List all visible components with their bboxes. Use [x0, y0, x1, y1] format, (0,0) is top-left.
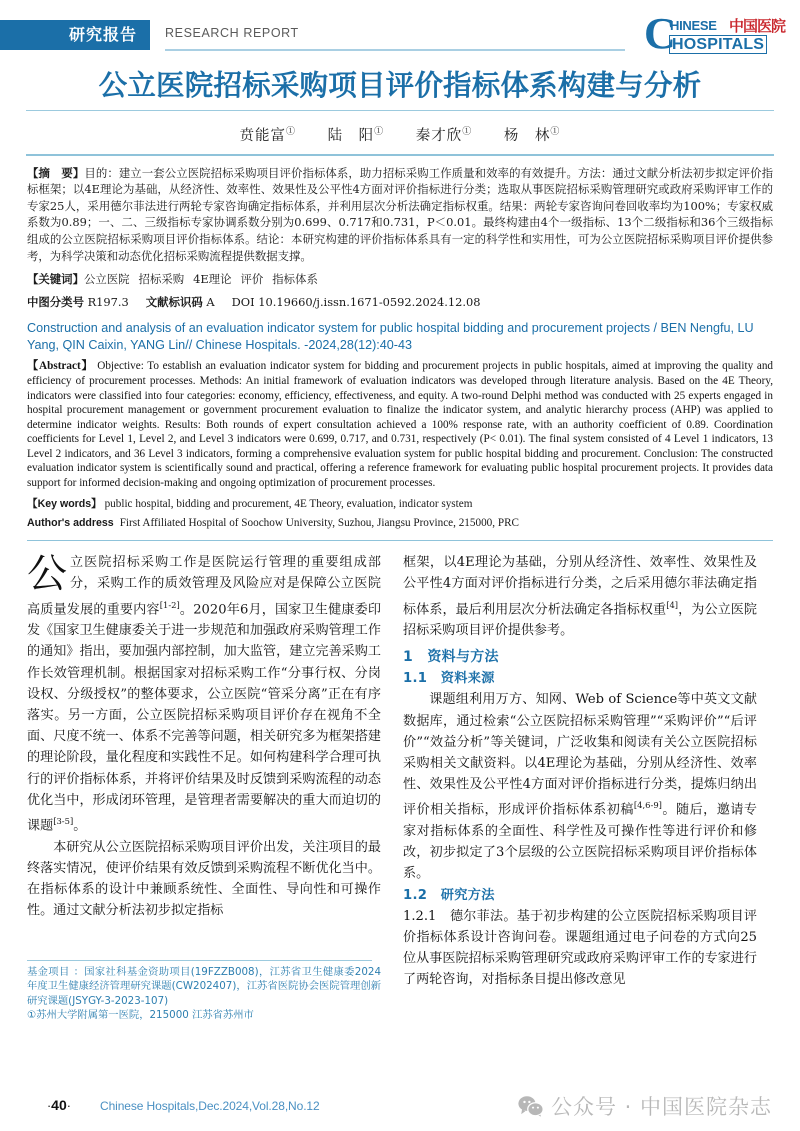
author-affiliation-mark: ①	[462, 127, 473, 138]
classification-line	[27, 294, 773, 311]
masthead	[0, 0, 800, 62]
logo-cn-characters: 中国医院	[729, 17, 786, 35]
author-address-label: Author's address	[27, 517, 114, 530]
abstract-cn-paragraph	[27, 165, 773, 265]
reference-marker: [1-2]	[159, 599, 180, 610]
body-text-segment: 。随后，邀请专家对指标体系的全面性、科学性及可操作性等进行评价和修改，初步拟定了3个层级的公立医院招标采购项目评价指标体系。	[403, 802, 758, 882]
keyword-cn-item: 公立医院	[83, 272, 130, 287]
logo-hospitals-text: HOSPITALS	[669, 35, 767, 54]
journal-logo	[644, 9, 792, 58]
body-paragraph-intro	[27, 552, 381, 836]
page-number: 40	[51, 1097, 67, 1113]
body-paragraph-delphi: 1.2.1 德尔菲法。基于初步构建的公立医院招标采购项目评价指标体系设计咨询问卷。课题组通过电子问卷的方式向25位从事医院招标采购管理研究或政府采购评审工作的专家进行了两轮咨询，对指标条目提出修改意见	[403, 908, 757, 988]
funding-footnote-block	[27, 955, 381, 1022]
body-paragraph-2: 本研究从公立医院招标采购项目评价出发，关注项目的最终落实情况，使评价结果有效反馈到采购流程不断优化当中。在指标体系的设计中兼顾系统性、全面性、导向性和可操作性。通过文献分析法初步拟定指标	[27, 839, 381, 919]
author-entry	[504, 128, 561, 144]
reference-marker: [4,6-9]	[633, 800, 662, 811]
keyword-cn-item: 指标体系	[272, 272, 318, 287]
footnote-divider	[27, 960, 372, 961]
article-title-en: Construction and analysis of an evaluation indicator system for public hospital bidding and procurement projects / BEN Nengfu, LU Yang, QIN Caixin, YANG Lin// Chinese Hospitals. -2024,28(12):40-43	[27, 321, 754, 352]
author-affiliation-mark: ①	[374, 127, 385, 138]
drop-cap: 公	[27, 551, 67, 598]
body-text-segment: ，为公立医院招标采购项目评价提供参考。	[403, 602, 758, 639]
body-text-segment: 课题组利用万方、知网、Web of Science等中英文文献数据库，通过检索“公立医院招标采购管理”“采购评价”“后评价”“效益分析”等关键词，广泛收集和阅读有关公立医院招标采购相关文献资料。以4E理论为基础，分别从经济性、效率性、效果性及公平性4方面对评价指标进行分类，提炼归纳出评价相关指标，形成评价指标体系初稿	[403, 692, 757, 818]
masthead-divider	[165, 49, 625, 51]
abstract-en-paragraph	[27, 359, 773, 490]
page-number-block	[47, 1097, 71, 1113]
section-heading-1-1: 1.1 资料来源	[403, 671, 495, 687]
section-heading-1-2: 1.2 研究方法	[403, 887, 495, 903]
title-divider	[26, 110, 774, 111]
page-number-prefix: ·	[47, 1099, 52, 1113]
logo-chinese-text: HINESE	[670, 18, 717, 33]
keyword-cn-item: 4E理论	[193, 272, 232, 287]
doi-label: DOI	[231, 294, 255, 309]
keyword-cn-item: 招标采购	[138, 272, 185, 287]
section-label-en: RESEARCH REPORT	[165, 26, 299, 40]
wechat-icon	[518, 1094, 544, 1118]
reference-marker: [4]	[666, 599, 679, 610]
keywords-en-text: public hospital, bidding and procurement, 4E Theory, evaluation, indicator system	[104, 497, 473, 510]
page-footer	[0, 1071, 800, 1131]
body-columns	[0, 552, 800, 1022]
reference-marker: [3-5]	[53, 816, 74, 827]
author-affiliation-mark: ①	[286, 127, 297, 138]
author-address-text: First Affiliated Hospital of Soochow University, Suzhou, Jiangsu Province, 215000, PRC	[119, 517, 520, 530]
abstract-cn-label: 【摘 要】	[27, 165, 85, 180]
author-name: 陆 阳	[327, 128, 375, 145]
document-code-value: A	[206, 294, 215, 309]
author-name: 秦才欣	[415, 128, 463, 145]
abstract-section-en	[0, 310, 800, 531]
author-entry	[416, 128, 473, 144]
keywords-en-label: 【Key words】	[27, 497, 102, 510]
logo-letter-c: C	[644, 9, 676, 58]
clc-value: R197.3	[87, 294, 129, 309]
section-label-cn: 研究报告	[68, 25, 137, 44]
funding-label: 基金项目	[27, 966, 70, 979]
english-block-divider	[27, 540, 773, 541]
keywords-cn-line	[27, 271, 773, 288]
body-text-segment: 。2020年6月，国家卫生健康委印发《国家卫生健康委关于进一步规范和加强政府采购管理工作的通知》指出，要加强内部控制，加大监管，建立完善采购工作长效管理机制。根据国家对招标采购工作“分事行权、分岗设权、分级授权”的整体要求，公立医院“管采分离”正在有序落实。另一方面，公立医院招标采购项目评价存在视角不全面、尺度不统一、体系不完善等问题，相关研究多为框架搭建的理论阶段，量化程度和实践性不足。如何构建科学合理可执行的评价指标体系，并将评价结果及时反馈到采购流程的动态优化当中，形成闭环管理，是管理者需要解决的重大而迫切的课题	[27, 602, 382, 834]
body-text-segment: 框架，以4E理论为基础，分别从经济性、效率性、效果性及公平性4方面对评价指标进行分类，之后采用德尔菲法确定指标体系，最后利用层次分析法确定各指标权重	[403, 555, 757, 618]
keywords-cn-label: 【关键词】	[27, 272, 84, 287]
clc-label: 中图分类号	[27, 294, 84, 309]
abstract-cn-text: 目的：建立一套公立医院招标采购项目评价指标体系，助力招标采购工作质量和效率的有效提升。方法：通过文献分析法初步拟定评价指标框架；以4E理论为基础，从经济性、效率性、效果性及公平性4方面对评价指标进行分类；选取从事医院招标采购管理研究或政府采购评审工作的专家25人，采用德尔菲法进行两轮专家咨询确定指标体系，并利用层次分析法确定指标权重。结果：两轮专家咨询问卷回收率均为100%；专家权威系数为0.89；一、二、三级指标专家协调系数分别为0.699、0.717和0.731，P＜0.01。最终构建由4个一级指标、13个二级指标和36个三级指标组成的公立医院招标采购项目评价指标体系。结论：本研究构建的评价指标体系具有一定的科学性和实用性，可为公立医院招标采购项目评价提供参考，为科学决策和动态优化招标采购流程提供数据支撑。	[27, 165, 773, 263]
author-name: 杨 林	[503, 128, 551, 145]
body-paragraph-continued	[403, 552, 757, 641]
affiliation-note: ①苏州大学附属第一医院，215000 江苏省苏州市	[27, 1008, 254, 1021]
keywords-en-line	[27, 497, 773, 512]
author-affiliation-mark: ①	[550, 127, 561, 138]
section-heading-1: 1 资料与方法	[403, 649, 499, 666]
keyword-cn-item: 评价	[240, 272, 264, 287]
wechat-watermark	[518, 1091, 772, 1121]
watermark-text: 公众号 · 中国医院杂志	[550, 1095, 772, 1119]
author-name: 贲能富	[239, 128, 287, 145]
journal-citation-line: Chinese Hospitals,Dec.2024,Vol.28,No.12	[100, 1099, 320, 1113]
article-title-cn: 公立医院招标采购项目评价指标体系构建与分析	[98, 69, 702, 102]
body-paragraph-data-source	[403, 689, 757, 884]
abstract-en-label: 【Abstract】	[27, 360, 94, 373]
body-column-left	[27, 552, 381, 1022]
body-text-segment: 。	[73, 818, 87, 834]
body-text-segment: 立医院招标采购工作是医院运行管理的重要组成部分，采购工作的质效管理及风险应对是保障公立医院高质量发展的重要内容	[27, 555, 381, 618]
author-entry	[328, 128, 385, 144]
author-list	[0, 124, 800, 145]
author-entry	[240, 128, 297, 144]
abstract-section-cn	[0, 156, 800, 311]
doi-value: 10.19660/j.issn.1671-0592.2024.12.08	[258, 294, 481, 309]
abstract-en-text: Objective: To establish an evaluation indicator system for bidding and procurement projects in public hospitals, aimed at improving the quality and efficiency of procurement processes. Methods: An initial framework of evaluation indicators was developed through literature analysis. Based on the 4E Theory, indicators were classified into four categories: economy, efficiency, effectiveness, and equity. A two-round Delphi method was conducted with 25 experts engaged in hospital procurement management or government procurement evaluation to finalize the indicator system, and analytic hierarchy process (AHP) was applied to determine indicator weights. Results: Both rounds of expert consultation achieved a 100% response rate, with an authority coefficient of 0.89. Coordination coefficients for Level 1, Level 2, and Level 3 indicators were 0.699, 0.717, and 0.731, respectively (P< 0.01). The final system consisted of 4 Level 1 indicators, 13 Level 2 indicators, and 36 Level 3 indicators, forming a comprehensive evaluation system for public hospital bidding and procurement. Conclusion: The constructed evaluation indicator system is scientifically sound and practical, offering a reference framework for evaluating public hospital procurement projects. It provides data support for informed decision-making and ongoing optimization of procurement processes.	[27, 360, 774, 490]
funding-text: 国家社科基金资助项目(19FZZB008)，江苏省卫生健康委2024年度卫生健康经济管理研究课题(CW202407)，江苏省医院协会医院管理创新研究课题(JSYGY-3-2023-107)	[27, 966, 382, 1007]
document-code-label: 文献标识码	[145, 294, 203, 309]
author-address-line	[27, 516, 773, 531]
body-column-right	[403, 552, 757, 1022]
page-number-suffix: ·	[66, 1099, 71, 1113]
funding-note: 基金项目 ：国家社科基金资助项目(19FZZB008)，江苏省卫生健康委2024年度卫生健康经济管理研究课题(CW202407)，江苏省医院协会医院管理创新研究课题(JSYGY-3-2023-107)	[27, 966, 382, 1007]
